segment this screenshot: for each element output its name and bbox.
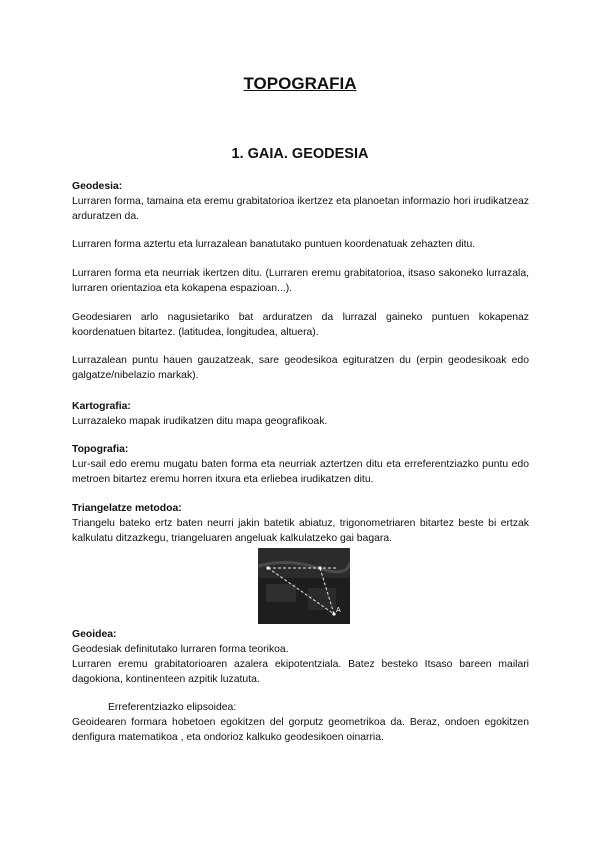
geoidea-paragraph: Geodesiak definitutako lurraren forma teorikoa. xyxy=(72,644,289,655)
kartografia-paragraph: Lurrazaleko mapak irudikatzen ditu mapa geografikoak. xyxy=(72,416,328,427)
photo-point-label: A xyxy=(336,607,341,614)
geodesia-paragraph: Lurraren forma aztertu eta lurrazalean banatutako puntuen koordenatuak zehazten ditu. xyxy=(72,239,476,250)
triangelatze-paragraph: Triangelu bateko ertz baten neurri jakin batetik abiatuz, trigonometriaren bitartez beste bi ertzak kalkulatu ditzazkegu, triangeluaren angeluak kalkulatzeko gai bagara. xyxy=(72,518,529,544)
geodesia-paragraph: Lurrazalean puntu hauen gauzatzeak, sare geodesikoa egituratzen du (erpin geodesikoak edo galgatze/nibelazio markak). xyxy=(72,355,529,381)
triangelatze-heading: Triangelatze metodoa: xyxy=(72,503,182,514)
elipsoidea-paragraph: Geoidearen formara hobetoen egokitzen del gorputz geometrikoa da. Beraz, ondoen egokitzen denfigura matematikoa , eta ondorioz kalkuko geodesikoen oinarria. xyxy=(72,717,529,743)
geodesia-paragraph: Lurraren forma eta neurriak ikertzen ditu. (Lurraren eremu grabitatorioa, itsaso sakoneko lurrazala, lurraren orientazioa eta kokapena espazioan...). xyxy=(72,268,529,294)
section-kartografia xyxy=(72,399,529,429)
geodesia-paragraph: Lurraren forma, tamaina eta eremu grabitatorioa ikertzez eta planoetan informazio hori irudikatzeaz arduratzen da. xyxy=(72,196,529,222)
elipsoidea-heading: Erreferentziazko elipsoidea: xyxy=(108,702,237,713)
section-geoidea xyxy=(72,627,529,687)
geodesia-paragraph-4-block xyxy=(72,310,529,340)
geodesia-paragraph-2-block xyxy=(72,237,529,252)
chapter-heading: 1. GAIA. GEODESIA xyxy=(231,146,369,162)
geodesia-paragraph-3-block xyxy=(72,266,529,296)
triangulation-photo-drawing xyxy=(258,548,350,624)
section-triangelatze xyxy=(72,501,529,546)
topografia-paragraph: Lur-sail edo eremu mugatu baten forma eta neurriak aztertzen ditu eta erreferentziazko puntu edo metroen bitartez eremu horren itxura eta erliebea irudikatzen ditu. xyxy=(72,459,529,485)
geodesia-paragraph-5-block xyxy=(72,353,529,383)
triangulation-photo xyxy=(258,548,350,624)
topografia-heading: Topografia: xyxy=(72,444,129,455)
kartografia-heading: Kartografia: xyxy=(72,401,131,412)
geodesia-paragraph: Geodesiaren arlo nagusietariko bat arduratzen da lurrazal gaineko puntuen kokapenaz koordenatuen bitartez. (latitudea, longitudea, altuera). xyxy=(72,312,529,338)
section-topografia xyxy=(72,442,529,487)
geoidea-heading: Geoidea: xyxy=(72,629,117,640)
section-elipsoidea xyxy=(72,700,529,745)
document-title: TOPOGRAFIA xyxy=(243,74,357,93)
geoidea-paragraph: Lurraren eremu grabitatorioaren azalera ekipotentziala. Batez besteko Itsaso bareen mailari dagokiona, kontinenteen azpitik luzatuta. xyxy=(72,659,529,685)
section-geodesia xyxy=(72,179,529,224)
geodesia-heading: Geodesia: xyxy=(72,181,123,192)
